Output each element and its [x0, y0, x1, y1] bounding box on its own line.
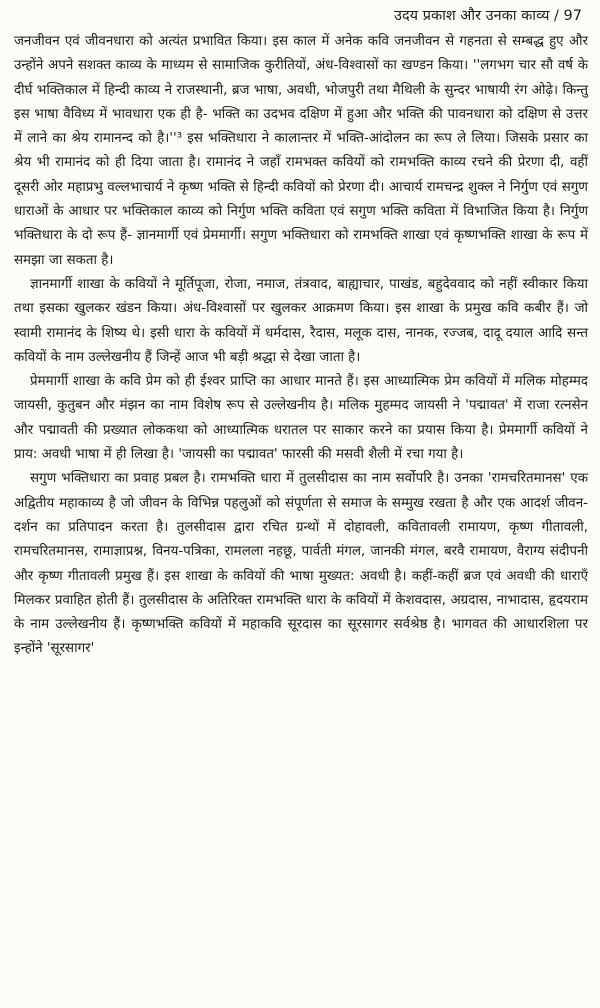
paragraph-3: प्रेममार्गी शाखा के कवि प्रेम को ही ईश्वर प्राप्ति का आधार मानते हैं। इस आध्यात्मिक प्रेम कवियों में मलिक मोहम्मद जायसी, कुतुबन और मंझन का नाम विशेष रूप से उल्लेखनीय है। मलिक मुहम्मद जायसी ने 'पद्मावत' में राजा रत्नसेन और पद्मावती की प्रख्यात लोककथा को आध्यात्मिक धरातल पर साकार करने का प्रयास किया है। प्रेममार्गी कवियों ने प्राय: अवधी भाषा में ही लिखा है। 'जायसी का पद्मावत' फारसी की मसवी शैली में रचा गया है।: [14, 374, 588, 463]
body-text: [14, 30, 588, 662]
paragraph-2: ज्ञानमार्गी शाखा के कवियों ने मूर्तिपूजा, रोजा, नमाज, तंत्रवाद, बाह्याचार, पाखंड, बहुदेववाद को नहीं स्वीकार किया तथा इसका खुलकर खंडन किया। अंध-विश्वासों पर खुलकर आक्रमण किया। इस शाखा के प्रमुख कवि कबीर हैं। जो स्वामी रामानंद के शिष्य थे। इसी धारा के कवियों में धर्मदास, रैदास, मलूक दास, नानक, रज्जब, दादू दयाल आदि सन्त कवियों के नाम उल्लेखनीय हैं जिन्हें आज भी बड़ी श्रद्धा से देखा जाता है।: [14, 276, 588, 365]
paragraph-1: जनजीवन एवं जीवनधारा को अत्यंत प्रभावित किया। इस काल में अनेक कवि जनजीवन से गहनता से सम्बद्ध हुए और उन्होंने अपने सशक्त काव्य के माध्यम से सामाजिक कुरीतियों, अंध-विश्वासों का खण्डन किया। ''लगभग चार सौ वर्ष के दीर्घ भक्तिकाल में हिन्दी काव्य ने राजस्थानी, ब्रज भाषा, अवधी, भोजपुरी तथा मैथिली के सुन्दर भाषायी रंग ओढ़े। किन्तु इस भाषा वैविध्य में भावधारा एक ही है- भक्ति का उदभव दक्षिण में हुआ और भक्ति की पावनधारा को दक्षिण से उत्तर में लाने का श्रेय रामानन्द को है।''³ इस भक्तिधारा ने कालान्तर में भक्ति-आंदोलन का रूप ले लिया। जिसके प्रसार का श्रेय भी रामानंद को ही दिया जाता है। रामानंद ने जहाँ रामभक्त कवियों को रामभक्ति काव्य रचने की प्रेरणा दी, वहीं दूसरी ओर महाप्रभु वल्लभाचार्य ने कृष्ण भक्ति से हिन्दी कवियों को प्रेरणा दी। आचार्य रामचन्द्र शुक्ल ने निर्गुण एवं सगुण धाराओं के आधार पर भक्तिकाल काव्य को निर्गुण भक्ति कविता एवं सगुण भक्ति कविता में विभाजित किया है। निर्गुण भक्तिधारा के दो रूप हैं- ज्ञानमार्गी एवं प्रेममार्गी। सगुण भक्तिधारा को रामभक्ति शाखा एवं कृष्णभक्ति शाखा के रूप में समझा जा सकता है।: [14, 34, 588, 268]
paragraph-4: सगुण भक्तिधारा का प्रवाह प्रबल है। रामभक्ति धारा में तुलसीदास का नाम सर्वोपरि है। उनका 'रामचरितमानस' एक अद्वितीय महाकाव्य है जो जीवन के विभिन्न पहलुओं को संपूर्णता से समाज के सम्मुख रखता है और एक आदर्श जीवन-दर्शन का प्रतिपादन करता है। तुलसीदास द्वारा रचित ग्रन्थों में दोहावली, कवितावली रामायण, कृष्ण गीतावली, रामचरितमानस, रामाज्ञाप्रश्न, विनय-पत्रिका, रामलला नहछू, पार्वती मंगल, जानकी मंगल, बरवै रामायण, वैराग्य संदीपनी और कृष्ण गीतावली प्रमुख हैं। इस शाखा के कवियों की भाषा मुख्यत: अवधी है। कहीं-कहीं ब्रज एवं अवधी की धाराएँ मिलकर प्रवाहित होती हैं। तुलसीदास के अतिरिक्त रामभक्ति धारा के कवियों में केशवदास, अग्रदास, नाभादास, हृदयराम के नाम उल्लेखनीय हैं। कृष्णभक्ति कवियों में महाकवि सूरदास का सूरसागर सर्वश्रेष्ठ है। भागवत की आधारशिला पर इन्होंने 'सूरसागर': [14, 471, 588, 657]
running-header: उदय प्रकाश और उनका काव्य / 97: [394, 8, 582, 24]
